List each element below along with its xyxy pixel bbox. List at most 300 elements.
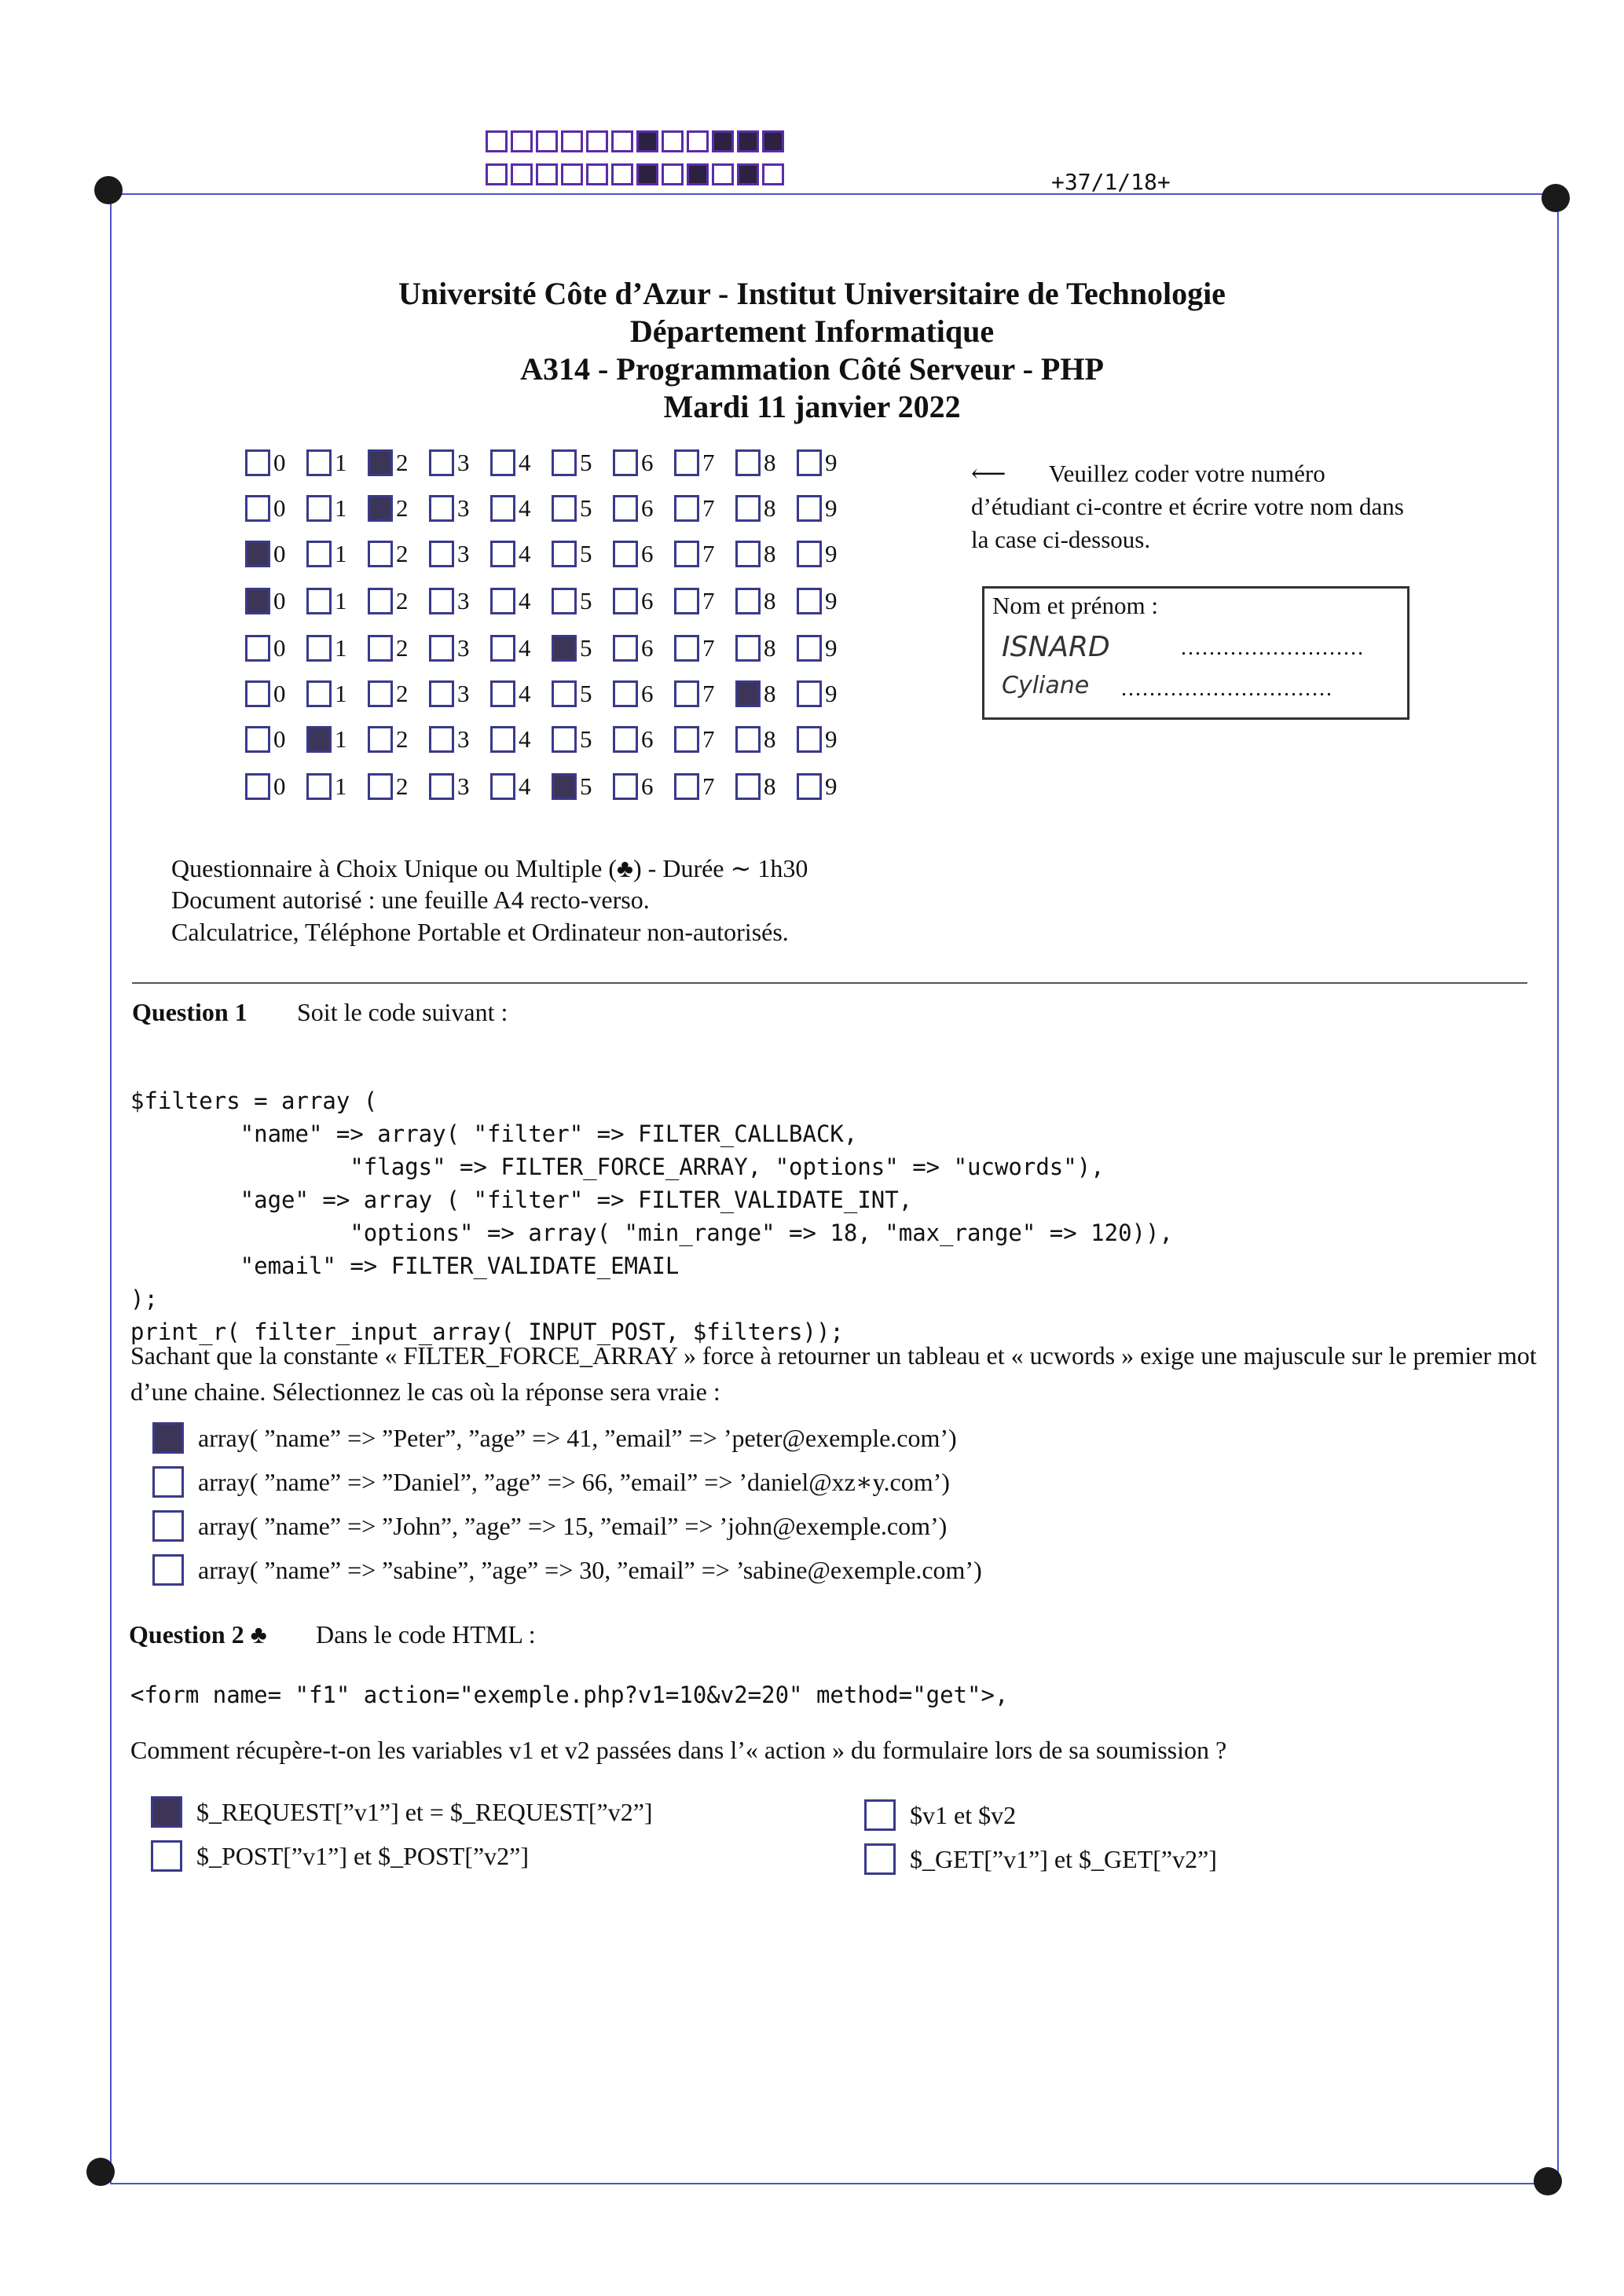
id-digit-checkbox[interactable] bbox=[735, 541, 761, 567]
code-line: $filters = array ( bbox=[130, 1087, 378, 1114]
id-instructions: ⟵ Veuillez coder votre numéro d’étudiant ci-contre et écrire votre nom dans la case ci-dessous. bbox=[971, 460, 1404, 553]
id-digit-cell[interactable] bbox=[552, 680, 613, 707]
id-digit-label: 7 bbox=[702, 634, 715, 662]
id-digit-label: 0 bbox=[273, 449, 286, 476]
id-digit-checkbox[interactable] bbox=[613, 541, 638, 567]
id-digit-label: 1 bbox=[335, 494, 347, 522]
id-digit-label: 9 bbox=[825, 634, 838, 662]
barcode-row-1 bbox=[486, 130, 787, 152]
q2-option-d[interactable] bbox=[864, 1843, 1217, 1875]
id-digit-cell[interactable] bbox=[674, 588, 735, 614]
id-digit-cell[interactable] bbox=[613, 495, 674, 522]
id-digit-cell[interactable] bbox=[490, 449, 552, 476]
id-digit-checkbox[interactable] bbox=[490, 495, 515, 522]
meta-line-1: Questionnaire à Choix Unique ou Multiple (♣) - Durée ∼ 1h30 bbox=[171, 854, 808, 882]
id-digit-label: 9 bbox=[825, 772, 838, 800]
q1-option-c-text: array( ”name” => ”John”, ”age” => 15, ”email” => ’john@exemple.com’) bbox=[198, 1511, 948, 1540]
id-digit-label: 1 bbox=[335, 680, 347, 707]
id-digit-label: 2 bbox=[396, 725, 409, 753]
q1-checkbox-a[interactable] bbox=[152, 1422, 184, 1454]
id-digit-label: 6 bbox=[641, 449, 654, 476]
question-1-intro: Soit le code suivant : bbox=[297, 998, 508, 1026]
id-digit-cell[interactable] bbox=[490, 588, 552, 614]
id-digit-cell[interactable] bbox=[735, 588, 797, 614]
id-digit-label: 0 bbox=[273, 540, 286, 567]
id-digit-cell[interactable] bbox=[490, 680, 552, 707]
id-digit-checkbox[interactable] bbox=[674, 541, 699, 567]
id-digit-checkbox[interactable] bbox=[552, 495, 577, 522]
id-digit-cell[interactable] bbox=[797, 588, 858, 614]
id-digit-cell[interactable] bbox=[245, 495, 306, 522]
id-digit-label: 9 bbox=[825, 540, 838, 567]
id-digit-checkbox[interactable] bbox=[306, 588, 332, 614]
id-digit-checkbox[interactable] bbox=[368, 680, 393, 707]
id-digit-cell[interactable] bbox=[674, 495, 735, 522]
id-digit-label: 7 bbox=[702, 772, 715, 800]
q1-option-c[interactable] bbox=[152, 1510, 947, 1542]
id-digit-label: 9 bbox=[825, 494, 838, 522]
id-digit-checkbox[interactable] bbox=[797, 495, 822, 522]
question-1-text: Sachant que la constante « FILTER_FORCE_ARRAY » force à retourner un tableau et « ucwords » exige une majuscule sur le premier mot d’une chaine. Sélectionnez le cas où la réponse sera vraie : bbox=[130, 1341, 1537, 1406]
id-digit-label: 2 bbox=[396, 587, 409, 614]
id-digit-checkbox[interactable] bbox=[306, 635, 332, 662]
id-digit-label: 6 bbox=[641, 725, 654, 753]
q2-option-b[interactable] bbox=[151, 1840, 529, 1872]
id-digit-label: 7 bbox=[702, 587, 715, 614]
question-2-code: <form name= "f1" action="exemple.php?v1=10&v2=20" method="get">, bbox=[130, 1682, 1009, 1708]
id-digit-checkbox[interactable] bbox=[368, 541, 393, 567]
id-digit-checkbox[interactable] bbox=[429, 680, 454, 707]
id-digit-checkbox[interactable] bbox=[797, 588, 822, 614]
id-digit-checkbox[interactable] bbox=[735, 449, 761, 476]
id-digit-checkbox[interactable] bbox=[735, 773, 761, 800]
id-digit-checkbox[interactable] bbox=[552, 773, 577, 800]
corner-marker-bottom-left bbox=[86, 2158, 115, 2186]
id-grid-row bbox=[245, 541, 858, 567]
id-digit-label: 5 bbox=[580, 680, 592, 707]
meta-line-2: Document autorisé : une feuille A4 recto-verso. bbox=[171, 886, 650, 914]
id-digit-label: 5 bbox=[580, 449, 592, 476]
q2-option-a-text: $_REQUEST[”v1”] et = $_REQUEST[”v2”] bbox=[196, 1797, 653, 1826]
q2-option-b-text: $_POST[”v1”] et $_POST[”v2”] bbox=[196, 1841, 530, 1870]
id-digit-cell[interactable] bbox=[245, 680, 306, 707]
id-digit-label: 5 bbox=[580, 587, 592, 614]
id-digit-checkbox[interactable] bbox=[613, 635, 638, 662]
id-digit-cell[interactable] bbox=[429, 726, 490, 753]
id-digit-checkbox[interactable] bbox=[429, 541, 454, 567]
code-line: "flags" => FILTER_FORCE_ARRAY, "options" => "ucwords"), bbox=[130, 1154, 1105, 1180]
q1-option-d[interactable] bbox=[152, 1554, 982, 1586]
id-digit-cell[interactable] bbox=[245, 726, 306, 753]
id-digit-cell[interactable] bbox=[245, 773, 306, 800]
id-digit-cell[interactable] bbox=[306, 495, 368, 522]
id-digit-cell[interactable] bbox=[306, 449, 368, 476]
q2-option-d-text: $_GET[”v1”] et $_GET[”v2”] bbox=[910, 1844, 1217, 1873]
id-digit-cell[interactable] bbox=[797, 635, 858, 662]
id-digit-cell[interactable] bbox=[429, 495, 490, 522]
id-digit-checkbox[interactable] bbox=[429, 773, 454, 800]
id-digit-cell[interactable] bbox=[797, 726, 858, 753]
id-digit-checkbox[interactable] bbox=[490, 635, 515, 662]
id-digit-cell[interactable] bbox=[674, 726, 735, 753]
id-digit-checkbox[interactable] bbox=[306, 495, 332, 522]
q2-checkbox-b[interactable] bbox=[151, 1840, 182, 1872]
id-digit-cell[interactable] bbox=[368, 588, 429, 614]
id-digit-checkbox[interactable] bbox=[429, 449, 454, 476]
id-digit-label: 2 bbox=[396, 634, 409, 662]
id-digit-checkbox[interactable] bbox=[613, 449, 638, 476]
id-digit-label: 1 bbox=[335, 540, 347, 567]
id-digit-cell[interactable] bbox=[429, 773, 490, 800]
id-digit-label: 4 bbox=[519, 680, 531, 707]
id-digit-cell[interactable] bbox=[368, 449, 429, 476]
id-digit-label: 8 bbox=[764, 494, 776, 522]
id-digit-checkbox[interactable] bbox=[245, 726, 270, 753]
id-digit-cell[interactable] bbox=[306, 726, 368, 753]
id-digit-cell[interactable] bbox=[368, 773, 429, 800]
id-digit-checkbox[interactable] bbox=[368, 726, 393, 753]
id-digit-checkbox[interactable] bbox=[613, 588, 638, 614]
id-digit-checkbox[interactable] bbox=[245, 635, 270, 662]
id-digit-cell[interactable] bbox=[674, 449, 735, 476]
id-digit-label: 8 bbox=[764, 540, 776, 567]
id-digit-cell[interactable] bbox=[368, 635, 429, 662]
id-digit-label: 0 bbox=[273, 587, 286, 614]
id-digit-checkbox[interactable] bbox=[613, 680, 638, 707]
id-grid-row bbox=[245, 773, 858, 800]
id-digit-checkbox[interactable] bbox=[490, 773, 515, 800]
id-digit-checkbox[interactable] bbox=[490, 588, 515, 614]
q1-option-b-text: array( ”name” => ”Daniel”, ”age” => 66, ”email” => ’daniel@xz∗y.com’) bbox=[198, 1468, 950, 1496]
q1-checkbox-b[interactable] bbox=[152, 1466, 184, 1498]
id-digit-checkbox[interactable] bbox=[735, 495, 761, 522]
handwritten-last-name: ISNARD bbox=[1002, 631, 1110, 663]
q1-option-a-text: array( ”name” => ”Peter”, ”age” => 41, ”email” => ’peter@exemple.com’) bbox=[198, 1423, 957, 1452]
code-line: "age" => array ( "filter" => FILTER_VALIDATE_INT, bbox=[130, 1187, 913, 1213]
id-digit-checkbox[interactable] bbox=[245, 495, 270, 522]
id-digit-cell[interactable] bbox=[674, 773, 735, 800]
id-digit-cell[interactable] bbox=[490, 726, 552, 753]
header-date: Mardi 11 janvier 2022 bbox=[663, 389, 961, 424]
id-digit-checkbox[interactable] bbox=[245, 773, 270, 800]
q2-checkbox-d[interactable] bbox=[864, 1843, 896, 1875]
id-digit-label: 6 bbox=[641, 680, 654, 707]
id-digit-label: 2 bbox=[396, 449, 409, 476]
id-digit-checkbox[interactable] bbox=[735, 726, 761, 753]
id-digit-checkbox[interactable] bbox=[368, 773, 393, 800]
id-digit-checkbox[interactable] bbox=[797, 773, 822, 800]
q2-option-a[interactable] bbox=[151, 1796, 653, 1828]
id-digit-cell[interactable] bbox=[306, 541, 368, 567]
id-digit-cell[interactable] bbox=[368, 726, 429, 753]
id-digit-cell[interactable] bbox=[245, 588, 306, 614]
id-grid-row bbox=[245, 495, 858, 522]
id-digit-checkbox[interactable] bbox=[552, 635, 577, 662]
header-department: Département Informatique bbox=[629, 314, 995, 349]
id-digit-label: 9 bbox=[825, 449, 838, 476]
id-digit-checkbox[interactable] bbox=[674, 635, 699, 662]
id-digit-cell[interactable] bbox=[429, 680, 490, 707]
id-digit-label: 4 bbox=[519, 772, 531, 800]
id-digit-label: 4 bbox=[519, 587, 531, 614]
q1-option-d-text: array( ”name” => ”sabine”, ”age” => 30, ”email” => ’sabine@exemple.com’) bbox=[198, 1555, 982, 1584]
id-digit-label: 4 bbox=[519, 634, 531, 662]
separator bbox=[132, 982, 1527, 984]
question-1-label: Question 1 bbox=[132, 998, 247, 1026]
id-grid-row bbox=[245, 726, 858, 753]
id-digit-label: 7 bbox=[702, 449, 715, 476]
id-grid-row bbox=[245, 635, 858, 662]
id-digit-label: 7 bbox=[702, 680, 715, 707]
id-digit-cell[interactable] bbox=[245, 541, 306, 567]
corner-marker-top-right bbox=[1542, 184, 1570, 212]
id-digit-label: 9 bbox=[825, 587, 838, 614]
q2-checkbox-a[interactable] bbox=[151, 1796, 182, 1828]
id-digit-label: 3 bbox=[457, 680, 470, 707]
id-digit-label: 5 bbox=[580, 634, 592, 662]
id-digit-cell[interactable] bbox=[429, 541, 490, 567]
id-digit-cell[interactable] bbox=[552, 449, 613, 476]
id-digit-checkbox[interactable] bbox=[306, 541, 332, 567]
id-digit-cell[interactable] bbox=[306, 588, 368, 614]
id-digit-label: 3 bbox=[457, 449, 470, 476]
id-digit-label: 6 bbox=[641, 772, 654, 800]
id-digit-checkbox[interactable] bbox=[245, 680, 270, 707]
id-digit-label: 4 bbox=[519, 494, 531, 522]
id-digit-checkbox[interactable] bbox=[674, 449, 699, 476]
id-digit-label: 8 bbox=[764, 634, 776, 662]
code-line: "name" => array( "filter" => FILTER_CALLBACK, bbox=[130, 1120, 858, 1147]
id-digit-cell[interactable] bbox=[368, 495, 429, 522]
id-digit-checkbox[interactable] bbox=[429, 588, 454, 614]
id-digit-cell[interactable] bbox=[613, 588, 674, 614]
id-digit-label: 2 bbox=[396, 772, 409, 800]
id-digit-cell[interactable] bbox=[674, 541, 735, 567]
id-digit-label: 2 bbox=[396, 540, 409, 567]
id-digit-checkbox[interactable] bbox=[490, 680, 515, 707]
id-digit-checkbox[interactable] bbox=[797, 541, 822, 567]
id-digit-checkbox[interactable] bbox=[735, 588, 761, 614]
id-digit-label: 6 bbox=[641, 587, 654, 614]
id-digit-label: 4 bbox=[519, 540, 531, 567]
question-1-code bbox=[130, 1051, 1173, 1381]
id-digit-label: 3 bbox=[457, 494, 470, 522]
id-digit-checkbox[interactable] bbox=[429, 726, 454, 753]
id-digit-label: 8 bbox=[764, 772, 776, 800]
header-course: A314 - Programmation Côté Serveur - PHP bbox=[520, 351, 1104, 387]
id-digit-label: 8 bbox=[764, 680, 776, 707]
id-grid-row bbox=[245, 449, 858, 476]
id-digit-label: 3 bbox=[457, 772, 470, 800]
id-digit-cell[interactable] bbox=[735, 449, 797, 476]
id-digit-cell[interactable] bbox=[613, 680, 674, 707]
id-digit-label: 5 bbox=[580, 772, 592, 800]
code-line: "email" => FILTER_VALIDATE_EMAIL bbox=[130, 1253, 680, 1279]
id-digit-checkbox[interactable] bbox=[674, 726, 699, 753]
id-digit-cell[interactable] bbox=[552, 541, 613, 567]
id-digit-checkbox[interactable] bbox=[490, 726, 515, 753]
id-digit-cell[interactable] bbox=[613, 541, 674, 567]
id-digit-label: 8 bbox=[764, 587, 776, 614]
id-digit-cell[interactable] bbox=[552, 635, 613, 662]
id-digit-checkbox[interactable] bbox=[552, 680, 577, 707]
id-digit-cell[interactable] bbox=[429, 449, 490, 476]
code-line: print_r( filter_input_array( INPUT_POST, $filters)); bbox=[130, 1319, 844, 1345]
name-dots-line-1: .......................... bbox=[1181, 636, 1365, 660]
id-digit-cell[interactable] bbox=[552, 773, 613, 800]
id-digit-label: 8 bbox=[764, 725, 776, 753]
id-digit-cell[interactable] bbox=[735, 541, 797, 567]
id-digit-checkbox[interactable] bbox=[552, 588, 577, 614]
handwritten-first-name: Cyliane bbox=[1002, 672, 1090, 699]
q1-checkbox-d[interactable] bbox=[152, 1554, 184, 1586]
id-digit-cell[interactable] bbox=[368, 680, 429, 707]
id-digit-cell[interactable] bbox=[613, 449, 674, 476]
page-id: +37/1/18+ bbox=[1051, 169, 1171, 195]
id-digit-checkbox[interactable] bbox=[306, 680, 332, 707]
id-digit-label: 6 bbox=[641, 494, 654, 522]
id-digit-label: 9 bbox=[825, 725, 838, 753]
id-digit-cell[interactable] bbox=[613, 635, 674, 662]
q2-option-c-text: $v1 et $v2 bbox=[910, 1800, 1017, 1829]
id-digit-label: 5 bbox=[580, 494, 592, 522]
id-digit-cell[interactable] bbox=[429, 635, 490, 662]
corner-marker-bottom-right bbox=[1534, 2167, 1562, 2195]
id-digit-cell[interactable] bbox=[797, 495, 858, 522]
id-digit-checkbox[interactable] bbox=[613, 726, 638, 753]
id-digit-checkbox[interactable] bbox=[613, 495, 638, 522]
id-digit-cell[interactable] bbox=[797, 680, 858, 707]
id-digit-checkbox[interactable] bbox=[674, 773, 699, 800]
q2-checkbox-c[interactable] bbox=[864, 1799, 896, 1831]
id-digit-checkbox[interactable] bbox=[368, 449, 393, 476]
barcode-row-2 bbox=[486, 163, 787, 185]
q1-checkbox-c[interactable] bbox=[152, 1510, 184, 1542]
name-dots-line-2: .............................. bbox=[1121, 677, 1333, 701]
id-digit-cell[interactable] bbox=[735, 773, 797, 800]
id-digit-label: 3 bbox=[457, 540, 470, 567]
id-digit-label: 7 bbox=[702, 494, 715, 522]
id-digit-checkbox[interactable] bbox=[674, 588, 699, 614]
id-digit-checkbox[interactable] bbox=[368, 588, 393, 614]
id-digit-cell[interactable] bbox=[552, 495, 613, 522]
id-digit-cell[interactable] bbox=[797, 541, 858, 567]
id-digit-cell[interactable] bbox=[797, 449, 858, 476]
id-digit-cell[interactable] bbox=[552, 588, 613, 614]
q2-option-c[interactable] bbox=[864, 1799, 1016, 1831]
id-digit-checkbox[interactable] bbox=[674, 495, 699, 522]
id-digit-label: 3 bbox=[457, 634, 470, 662]
id-digit-checkbox[interactable] bbox=[429, 495, 454, 522]
id-digit-cell[interactable] bbox=[306, 680, 368, 707]
id-digit-label: 2 bbox=[396, 494, 409, 522]
id-digit-label: 5 bbox=[580, 725, 592, 753]
corner-marker-top-left bbox=[94, 176, 123, 204]
id-digit-checkbox[interactable] bbox=[552, 726, 577, 753]
id-digit-checkbox[interactable] bbox=[490, 449, 515, 476]
id-digit-cell[interactable] bbox=[490, 773, 552, 800]
id-digit-checkbox[interactable] bbox=[735, 635, 761, 662]
id-digit-checkbox[interactable] bbox=[306, 726, 332, 753]
id-digit-checkbox[interactable] bbox=[245, 449, 270, 476]
id-digit-checkbox[interactable] bbox=[797, 449, 822, 476]
meta-line-3: Calculatrice, Téléphone Portable et Ordinateur non-autorisés. bbox=[171, 918, 789, 946]
id-digit-cell[interactable] bbox=[490, 541, 552, 567]
id-digit-checkbox[interactable] bbox=[490, 541, 515, 567]
id-digit-cell[interactable] bbox=[490, 635, 552, 662]
q1-option-b[interactable] bbox=[152, 1466, 950, 1498]
id-digit-checkbox[interactable] bbox=[613, 773, 638, 800]
id-digit-cell[interactable] bbox=[368, 541, 429, 567]
id-digit-cell[interactable] bbox=[797, 773, 858, 800]
question-2-label: Question 2 ♣ bbox=[129, 1620, 267, 1649]
id-digit-label: 3 bbox=[457, 587, 470, 614]
id-grid-row bbox=[245, 680, 858, 707]
id-digit-label: 4 bbox=[519, 725, 531, 753]
id-digit-checkbox[interactable] bbox=[797, 680, 822, 707]
name-box bbox=[982, 586, 1410, 720]
id-digit-cell[interactable] bbox=[674, 680, 735, 707]
id-digit-cell[interactable] bbox=[613, 726, 674, 753]
id-digit-cell[interactable] bbox=[245, 449, 306, 476]
id-digit-cell[interactable] bbox=[735, 726, 797, 753]
id-digit-label: 1 bbox=[335, 634, 347, 662]
id-digit-checkbox[interactable] bbox=[245, 541, 270, 567]
id-digit-checkbox[interactable] bbox=[674, 680, 699, 707]
id-digit-checkbox[interactable] bbox=[306, 773, 332, 800]
id-digit-label: 0 bbox=[273, 772, 286, 800]
id-digit-cell[interactable] bbox=[613, 773, 674, 800]
id-digit-label: 8 bbox=[764, 449, 776, 476]
id-digit-label: 3 bbox=[457, 725, 470, 753]
id-digit-cell[interactable] bbox=[552, 726, 613, 753]
id-digit-cell[interactable] bbox=[245, 635, 306, 662]
id-digit-checkbox[interactable] bbox=[735, 680, 761, 707]
id-digit-label: 2 bbox=[396, 680, 409, 707]
id-digit-checkbox[interactable] bbox=[552, 449, 577, 476]
id-digit-cell[interactable] bbox=[735, 680, 797, 707]
id-digit-checkbox[interactable] bbox=[797, 635, 822, 662]
id-digit-cell[interactable] bbox=[306, 773, 368, 800]
id-digit-checkbox[interactable] bbox=[429, 635, 454, 662]
id-digit-cell[interactable] bbox=[674, 635, 735, 662]
id-digit-cell[interactable] bbox=[306, 635, 368, 662]
id-digit-cell[interactable] bbox=[429, 588, 490, 614]
id-digit-checkbox[interactable] bbox=[552, 541, 577, 567]
id-digit-checkbox[interactable] bbox=[368, 635, 393, 662]
id-grid-row bbox=[245, 588, 858, 614]
id-digit-label: 9 bbox=[825, 680, 838, 707]
id-digit-label: 0 bbox=[273, 680, 286, 707]
id-digit-cell[interactable] bbox=[735, 635, 797, 662]
q1-option-a[interactable] bbox=[152, 1422, 957, 1454]
code-line: ); bbox=[130, 1286, 158, 1312]
id-digit-cell[interactable] bbox=[735, 495, 797, 522]
name-box-label: Nom et prénom : bbox=[992, 592, 1158, 619]
id-digit-checkbox[interactable] bbox=[306, 449, 332, 476]
id-digit-label: 7 bbox=[702, 540, 715, 567]
id-digit-label: 6 bbox=[641, 634, 654, 662]
id-digit-checkbox[interactable] bbox=[368, 495, 393, 522]
question-2-text: Comment récupère-t-on les variables v1 et v2 passées dans l’« action » du formulaire lors de sa soumission ? bbox=[130, 1736, 1227, 1764]
id-digit-label: 1 bbox=[335, 587, 347, 614]
id-digit-checkbox[interactable] bbox=[245, 588, 270, 614]
id-digit-cell[interactable] bbox=[490, 495, 552, 522]
id-digit-checkbox[interactable] bbox=[797, 726, 822, 753]
id-digit-label: 5 bbox=[580, 540, 592, 567]
id-digit-label: 0 bbox=[273, 634, 286, 662]
id-digit-label: 1 bbox=[335, 449, 347, 476]
